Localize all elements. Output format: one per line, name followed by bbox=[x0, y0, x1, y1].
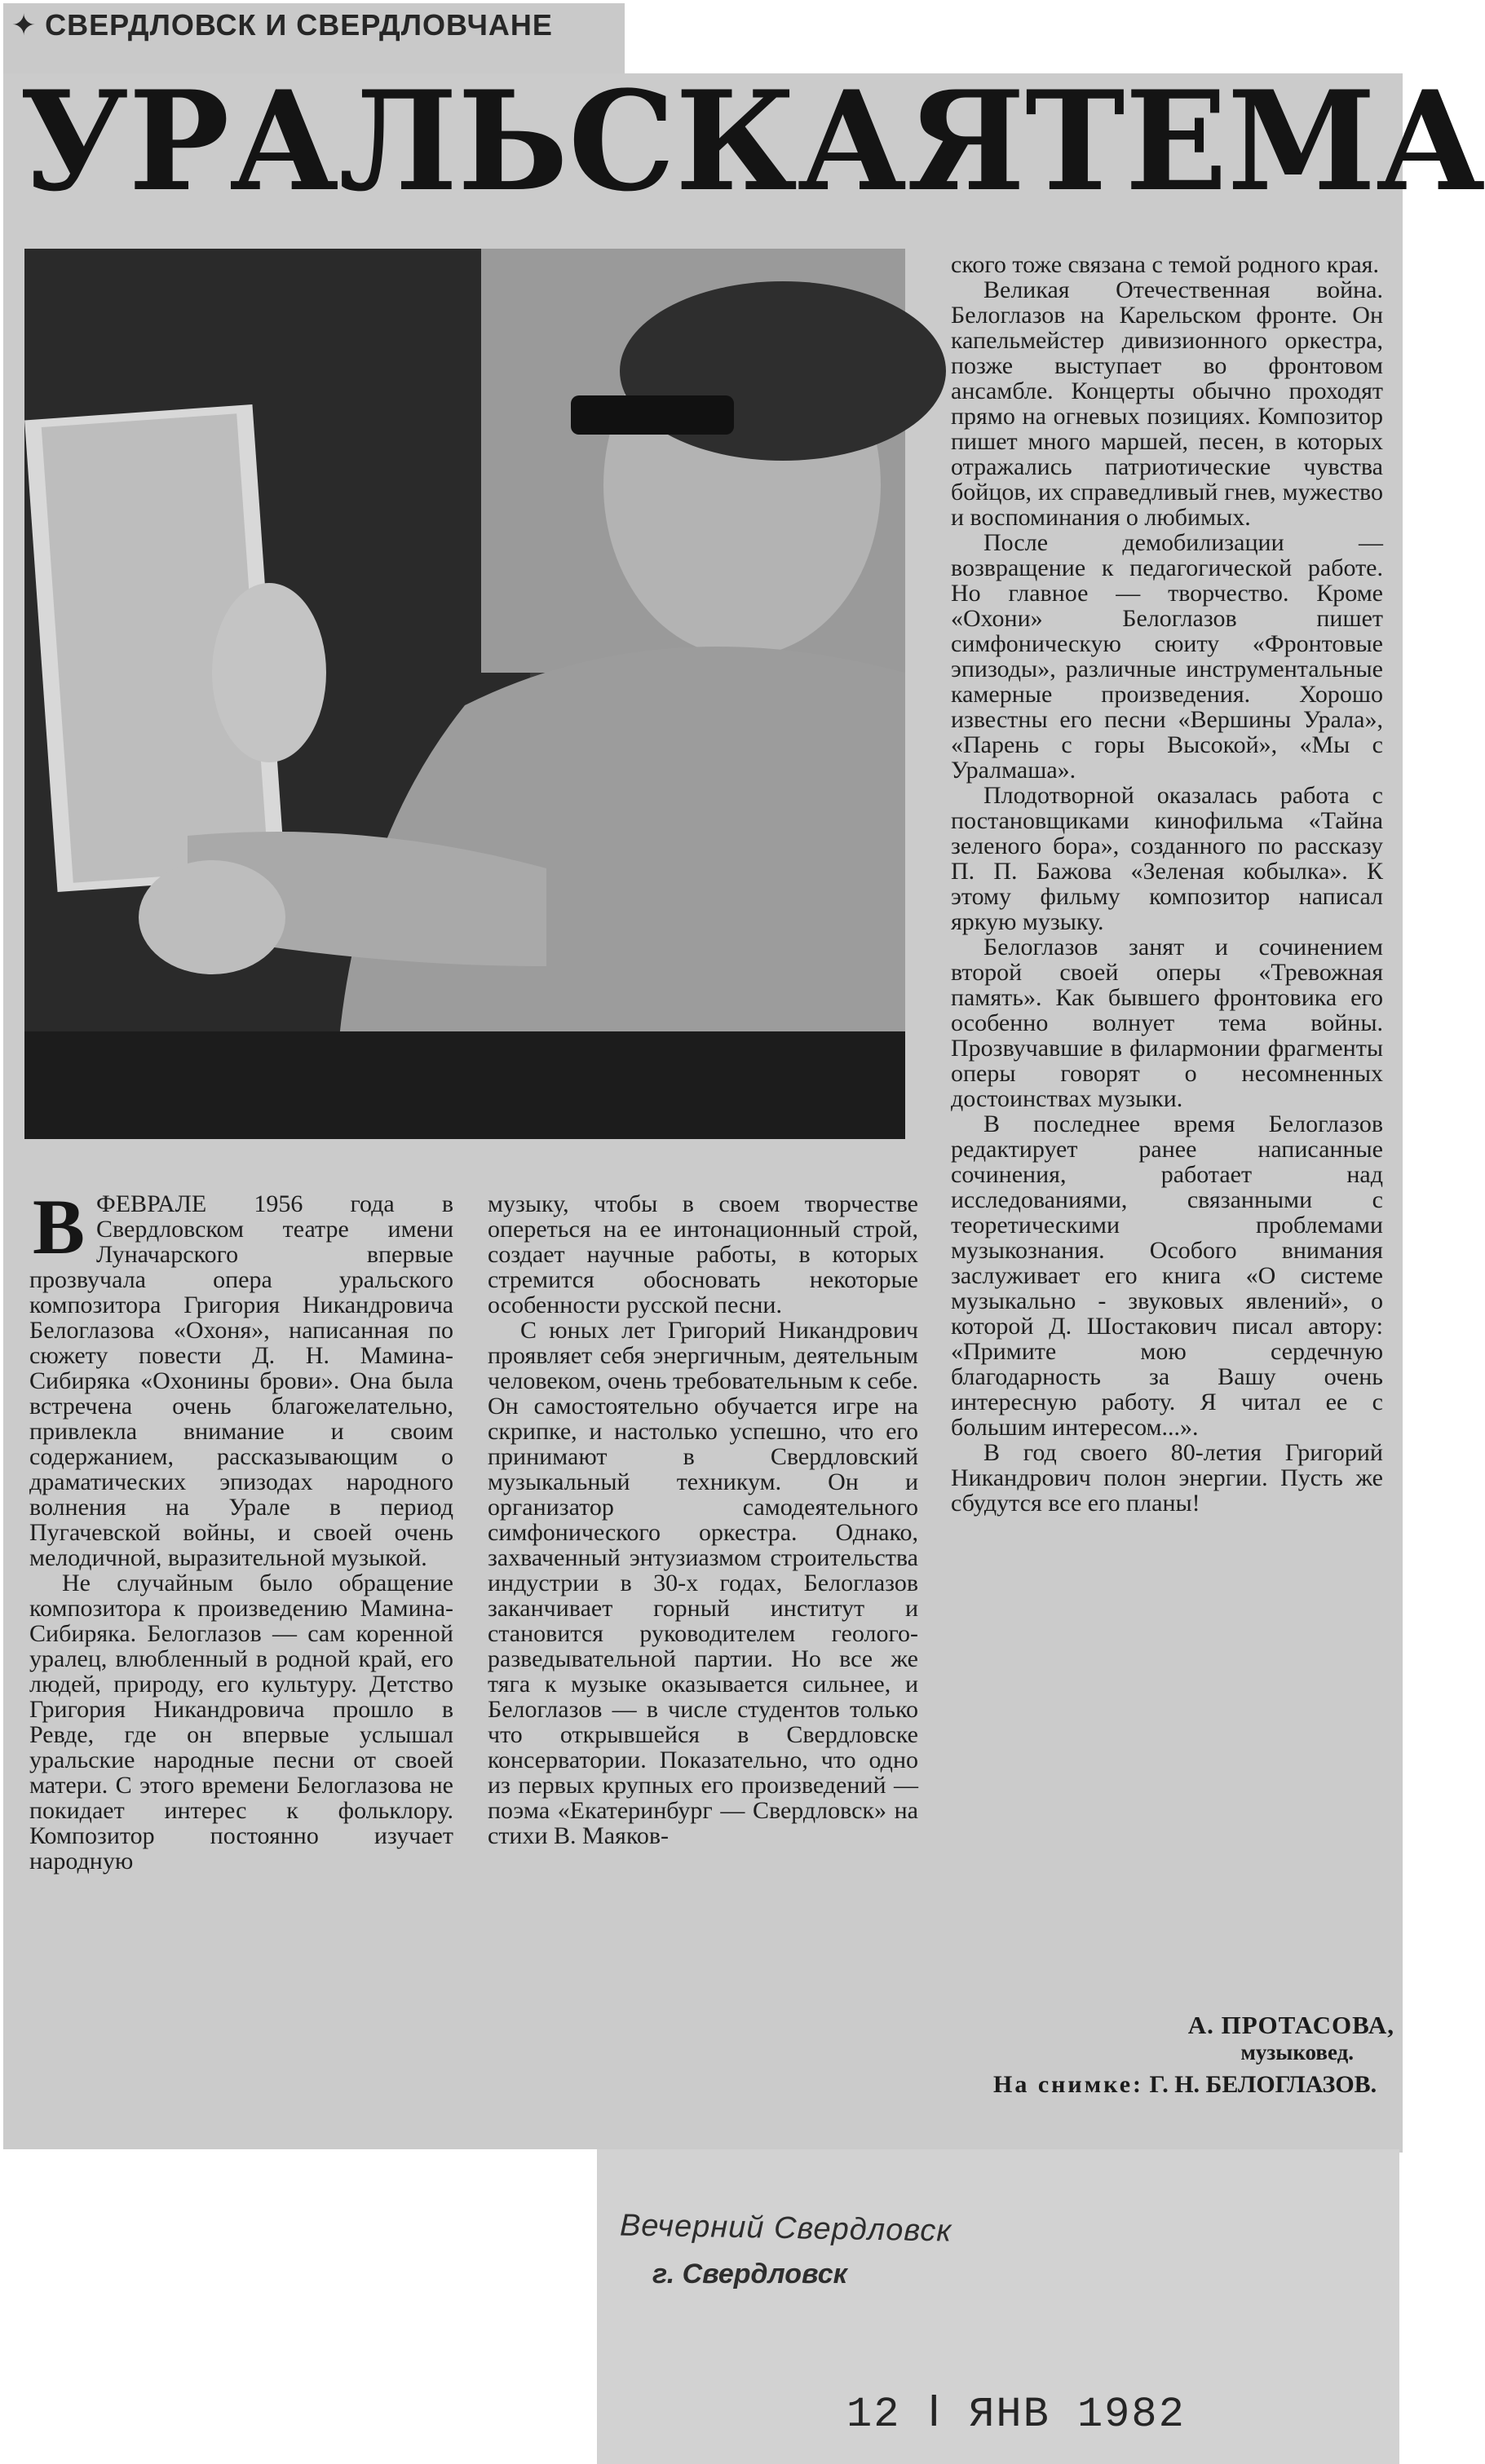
article-paragraph: После демобилизации — возвращение к педагогической работе. Но главное — творчество. Кроме «Охони» Белоглазов пишет симфоническую сюиту «Фронтовые эпизоды», различные инструментальные камерные произведения. Хорошо известны его песни «Вершины Урала», «Парень с горы Высокой», «Мы с Уралмаша». bbox=[951, 529, 1383, 784]
article-paragraph: Плодотворной оказалась работа с постановщиками кинофильма «Тайна зеленого бора», созданного по рассказу П. П. Бажова «Зеленая кобылка». К этому фильму композитор написал яркую музыку. bbox=[951, 782, 1383, 935]
rubric-text: СВЕРДЛОВСК И СВЕРДЛОВЧАНЕ bbox=[45, 8, 553, 42]
caption-lead: На снимке: bbox=[993, 2071, 1143, 2098]
headline-word-1: УРАЛЬСКАЯ bbox=[20, 60, 1026, 222]
portrait-photo-image bbox=[24, 249, 905, 1139]
headline bbox=[20, 60, 1485, 222]
article-paragraph: музыку, чтобы в своем творчестве опереться на ее интонационный строй, создает научные работы, в которых стремится обосновать некоторые особенности русской песни. bbox=[488, 1190, 918, 1318]
portrait-photo bbox=[24, 249, 905, 1139]
article-paragraph: Белоглазов занят и сочинением второй своей оперы «Тревожная память». Как бывшего фронтовика его особенно волнует тема войны. Прозвучавшие в филармонии фрагменты оперы говорят о несомненных достоинствах музыки. bbox=[951, 934, 1383, 1112]
author-name: А. ПРОТАСОВА, bbox=[1187, 2011, 1394, 2039]
article-column-2 bbox=[488, 1166, 918, 1874]
article-paragraph: ского тоже связана с темой родного края. bbox=[951, 251, 1379, 278]
rubric bbox=[11, 8, 553, 42]
article-paragraph: В последнее время Белоглазов редактирует ранее написанные сочинения, работает над исследованиями, связанными с теоретическими проблемами музыкознания. Особого внимания заслуживает его книга «О системе музыкально - звуковых явлений», о которой Д. Шостакович писал автору: «Примите мою сердечную благодарность за Вашу очень интересную работу. Я читал ее с большим интересом...». bbox=[951, 1111, 1383, 1441]
drop-cap: В bbox=[33, 1183, 86, 1270]
article-paragraph: С юных лет Григорий Никандрович проявляет себя энергичным, деятельным человеком, очень требовательным к себе. Он самостоятельно обучается игре на скрипке, и настолько успешно, что его принимают в Свердловский музыкальный техникум. Он и организатор самодеятельного симфонического оркестра. Однако, захваченный энтузиазмом строительства индустрии в 30-х годах, Белоглазов заканчивает горный институт и становится руководителем геолого-разведывательной партии. Но все же тяга к музыке оказывается сильнее, и Белоглазов — в числе студентов только что открывшейся в Свердловске консерватории. Показательно, что одно из первых крупных его произведений — поэма «Екатеринбург — Свердловск» на стихи В. Маяков- bbox=[488, 1317, 918, 1849]
caption-text: Г. Н. БЕЛОГЛАЗОВ. bbox=[1149, 2071, 1377, 2098]
headline-word-2: ТЕМА bbox=[1025, 60, 1485, 222]
city-stamp: г. Свердловск bbox=[652, 2259, 847, 2290]
article-paragraph: В год своего 80-летия Григорий Никандрович полон энергии. Пусть же сбудутся все его планы! bbox=[951, 1439, 1383, 1517]
blank-background bbox=[3, 2149, 597, 2464]
article-paragraph: Не случайным было обращение композитора к произведению Мамина-Сибиряка. Белоглазов — сам коренной уралец, влюбленный в родной край, его людей, природу, его культуру. Детство Григория Никандровича прошло в Ревде, где он впервые услышал уральские народные песни от своей матери. С этого времени Белоглазова не покидает интерес к фольклору. Композитор постоянно изучает народную bbox=[29, 1570, 453, 1874]
star-mark-icon: ✦ bbox=[11, 8, 38, 42]
newspaper-stamp: Вечерний Свердловск bbox=[619, 2208, 952, 2249]
article-column-1 bbox=[29, 1166, 453, 1899]
article-column-3 bbox=[951, 227, 1383, 1541]
article-paragraph: Великая Отечественная война. Белоглазов на Карельском фронте. Он капельмейстер дивизионного оркестра, позже выступает во фронтовом ансамбле. Концерты обычно проходят прямо на огневых позициях. Композитор пишет много маршей, песен, в которых отражались патриотические чувства бойцов, их справедливый гнев, мужество и воспоминания о любимых. bbox=[951, 276, 1383, 531]
photo-caption bbox=[993, 2071, 1393, 2099]
date-stamp: 12 Ⅰ ЯНВ 1982 bbox=[846, 2391, 1186, 2439]
article-paragraph: ФЕВРАЛЕ 1956 года в Свердловском театре имени Луначарского впервые прозвучала опера уральского композитора Григория Никандровича Белоглазова «Охоня», написанная по сюжету повести Д. Н. Мамина-Сибиряка «Охонины брови». Она была встречена очень благожелательно, привлекла внимание и своим содержанием, рассказывающим о драматических эпизодах народного волнения на Урале в период Пугачевской войны, и своей очень мелодичной, выразительной музыкой. bbox=[29, 1190, 453, 1571]
author-profession: музыковед. bbox=[1240, 2040, 1354, 2064]
